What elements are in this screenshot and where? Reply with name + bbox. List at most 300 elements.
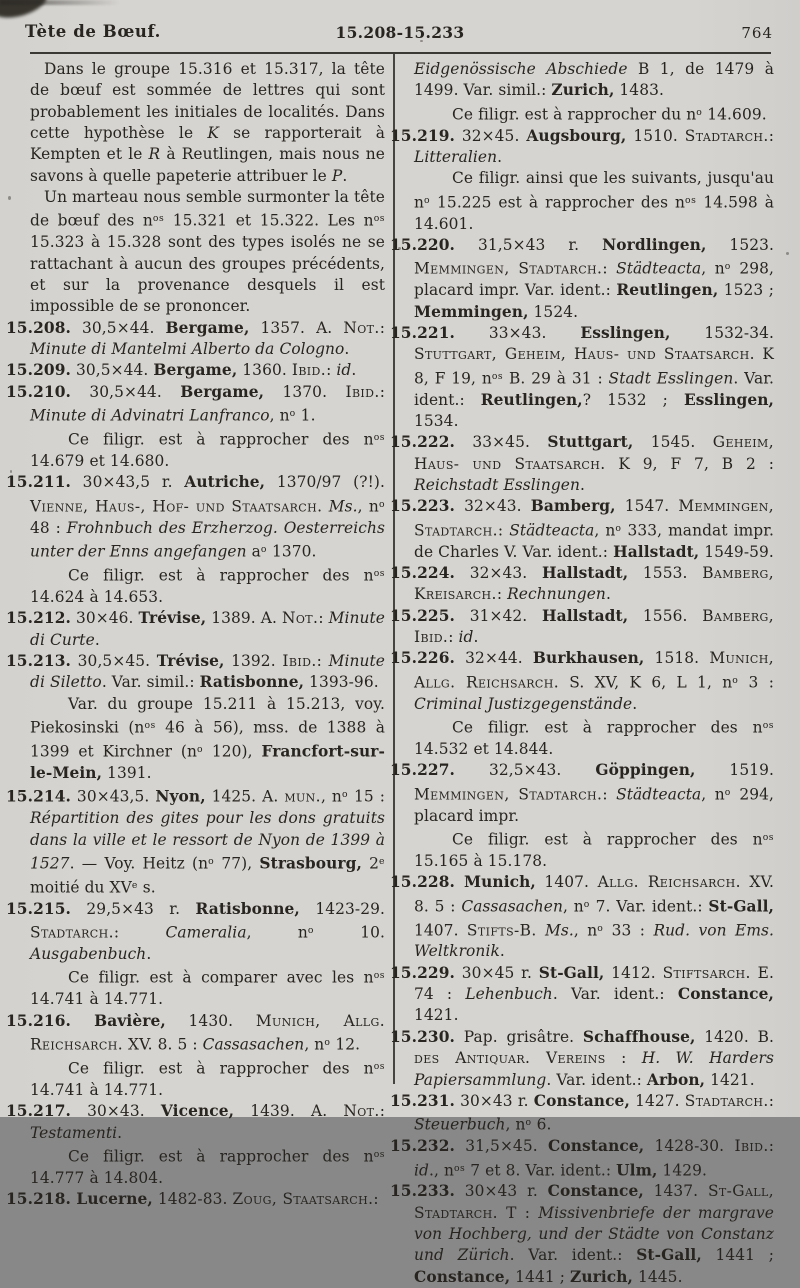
body-text: 1357. A. <box>249 318 344 337</box>
note-paragraph <box>414 102 774 126</box>
body-text: . <box>146 945 152 964</box>
body-text: 1549-59. <box>699 542 774 561</box>
body-text: , n <box>563 897 584 916</box>
smallcaps-archive-text: Vienne, Haus-, Hof- und Staatsarch. <box>30 497 323 516</box>
bold-text: Strasbourg, <box>259 854 362 873</box>
body-text: 10. <box>313 923 386 942</box>
superscript-text: o <box>424 194 431 206</box>
italic-title-text: P <box>331 166 343 185</box>
superscript-text: o <box>732 674 739 686</box>
catalog-entry-15.214 <box>6 784 385 899</box>
italic-title-text: Minute di Mantelmi Alberto da Cologno <box>30 340 345 359</box>
body-text: : <box>379 382 385 401</box>
catalog-entry-15.227 <box>390 760 774 827</box>
bold-text: 15.225. <box>390 606 455 625</box>
body-text: XV. 8. 5 : <box>414 873 774 916</box>
body-text: 1556. <box>628 606 703 625</box>
italic-title-text: Eidgenössische Abschiede <box>414 60 628 78</box>
italic-title-text: Städteacta <box>616 785 702 804</box>
body-text: , n <box>701 785 725 804</box>
catalog-entry-15.213 <box>6 651 386 694</box>
bold-text: Hallstadt, <box>542 606 629 625</box>
bold-text: Hallstadt, <box>613 542 700 561</box>
smallcaps-archive-text: Geheim, Haus- und Staatsarch. <box>414 433 775 473</box>
body-text: , n <box>320 787 342 806</box>
body-text: 3 : <box>738 673 775 692</box>
left-column <box>6 59 386 1211</box>
body-text: 1523. <box>706 235 774 254</box>
catalog-entry-15.212 <box>6 608 386 651</box>
body-text: 1519. <box>695 761 774 780</box>
italic-title-text: Steuerbuch <box>414 1115 506 1134</box>
bold-text: Göppingen, <box>595 761 696 780</box>
body-text: 1510. <box>626 126 685 145</box>
body-text: 298, placard impr. Var. ident.: <box>414 259 774 300</box>
italic-title-text: Ms. <box>328 497 358 516</box>
italic-title-text: Minute di Advinatri Lanfranco <box>30 406 270 425</box>
body-text: 32×44. <box>454 649 533 668</box>
body-text: . <box>497 147 503 166</box>
body-text: 1445. <box>633 1267 683 1286</box>
body-text: . Var. simil.: <box>101 673 200 692</box>
note-paragraph <box>414 827 774 872</box>
catalog-entry-15.222 <box>390 432 775 496</box>
catalog-entry-15.219 <box>390 126 774 169</box>
smallcaps-archive-text: Not. <box>343 1102 380 1121</box>
body-text: 30×43 r. <box>454 1091 534 1110</box>
body-text: 32×45. <box>454 126 527 145</box>
body-text: 1360. <box>237 361 292 380</box>
catalog-entry-15.211 <box>6 472 386 563</box>
body-text: 30×45 r. <box>454 963 539 982</box>
superscript-text: o <box>341 789 348 801</box>
bold-text: 15.214. <box>6 787 71 806</box>
body-text: Ce filigr. est à rapprocher des n <box>68 1059 374 1078</box>
smallcaps-archive-text: Stuttgart, Geheim, Haus- und Staatsarch. <box>414 345 755 364</box>
bold-text: Zurich, <box>570 1267 634 1286</box>
bold-text: 15.221. <box>390 323 455 342</box>
italic-title-text: Ms. <box>545 921 574 940</box>
bold-text: 15.217. <box>6 1102 71 1121</box>
smallcaps-archive-text: Not. <box>343 318 380 337</box>
body-text: 30×43,5. <box>70 787 156 806</box>
right-column <box>390 59 775 1288</box>
body-text: . Var. ident.: <box>509 1246 637 1265</box>
bold-text: Ratisbonne, <box>195 899 300 918</box>
body-text: Ce filigr. est à rapprocher du n <box>452 105 697 124</box>
note-paragraph <box>30 1144 385 1189</box>
bold-text: Arbon, <box>646 1070 706 1089</box>
body-text: 14.609. <box>702 105 767 124</box>
body-text: 1370. <box>264 382 346 401</box>
body-text: 6. <box>531 1115 552 1134</box>
note-paragraph <box>30 694 385 785</box>
italic-title-text: H. W. Harders Papiersammlung <box>414 1049 774 1089</box>
body-text: 30,5×44. <box>70 382 181 401</box>
superscript-text: os <box>373 432 385 444</box>
body-text: 1532-34. <box>670 323 774 342</box>
bold-text: Stuttgart, <box>547 433 634 452</box>
body-text: : <box>496 585 508 604</box>
bold-text: Bergame, <box>153 361 238 380</box>
superscript-text: os <box>373 213 385 225</box>
body-text: 294, placard impr. <box>414 785 774 825</box>
body-text: Ce filigr. est à rapprocher des n <box>68 430 374 449</box>
smallcaps-archive-text: Munich, Allg. Reichsarch. <box>30 1011 385 1054</box>
body-text: . <box>117 1123 123 1142</box>
body-text: 14.679 et 14.680. <box>30 452 170 471</box>
bold-text: Autriche, <box>184 473 266 492</box>
note-paragraph <box>414 715 774 760</box>
body-text: E. 74 : <box>414 963 774 1004</box>
smallcaps-archive-text: Zoug, Staatsarch. <box>232 1190 374 1209</box>
body-text: : <box>448 627 459 646</box>
body-text: . <box>605 585 611 604</box>
page-number: 764 <box>741 24 773 42</box>
smallcaps-archive-text: Stifts-B. <box>466 921 537 940</box>
body-text <box>537 921 545 939</box>
body-text: : <box>768 1137 774 1156</box>
body-text: 1420. B. <box>695 1027 774 1046</box>
body-text: 33 : <box>603 921 654 940</box>
body-text: Ce filigr. est à rapprocher des n <box>452 830 763 849</box>
bold-text: Reutlingen, <box>616 281 719 300</box>
bold-text: 15.213. <box>6 651 71 670</box>
italic-title-text: id <box>414 1161 429 1180</box>
body-text: 1393-96. <box>304 673 379 692</box>
superscript-text: o <box>696 106 703 118</box>
bold-text: Constance, <box>548 1137 645 1156</box>
superscript-text: o <box>525 1117 532 1129</box>
catalog-entry-15.215 <box>6 899 386 966</box>
header-rule <box>30 52 771 54</box>
body-text: 1428-30. <box>644 1137 735 1156</box>
italic-title-text: Rechnungen <box>507 585 606 604</box>
body-text: : <box>379 1102 385 1121</box>
body-text: , n <box>304 1035 325 1054</box>
smallcaps-archive-text: St-Gall, Stadtarch. <box>414 1182 774 1222</box>
body-text: ., n <box>428 1161 454 1180</box>
bold-text: 15.224. <box>390 563 455 582</box>
bold-text: 15.212. <box>6 609 71 628</box>
smallcaps-archive-text: Ibid. <box>734 1137 769 1156</box>
body-text: : <box>768 126 774 145</box>
body-text: , n <box>269 406 290 425</box>
bold-text: Esslingen, <box>580 323 671 342</box>
running-head <box>25 22 775 46</box>
body-text: : <box>113 923 166 942</box>
bold-text: 15.220. <box>390 235 455 254</box>
body-text: 14.598 à 14.601. <box>414 193 774 233</box>
body-text: 30,5×45. <box>70 651 157 670</box>
body-text: . <box>342 166 348 185</box>
body-text: 333, mandat impr. de Charles V. Var. ident.: <box>414 521 775 561</box>
body-text: 14.777 à 14.804. <box>30 1168 164 1187</box>
superscript-text: o <box>597 922 604 934</box>
body-text: 32,5×43. <box>454 761 596 780</box>
italic-title-text: Minute di Curte <box>30 609 386 649</box>
catalog-entry-15.221 <box>390 323 774 432</box>
italic-title-text: R <box>148 145 161 164</box>
catalog-entry-15.224 <box>390 563 775 606</box>
bold-text: 15.209. <box>6 361 71 380</box>
catalog-entry-15.218-suite <box>414 59 774 102</box>
body-text: 1518. <box>644 649 710 668</box>
body-text: 1412. <box>604 963 663 982</box>
intro-paragraph <box>30 187 385 318</box>
italic-title-text: Répartition des gites pour les dons gratuits dans la ville et le ressort de Nyon de 1399 à 1527 <box>30 809 385 873</box>
catalog-entry-15.225 <box>390 606 775 649</box>
note-paragraph <box>30 1056 385 1101</box>
body-text: , n <box>701 259 725 278</box>
body-text: : <box>326 361 337 380</box>
body-text: 12. <box>330 1035 361 1054</box>
body-text: : <box>379 318 385 337</box>
body-text: 1553. <box>628 563 703 582</box>
superscript-text: o <box>307 925 314 937</box>
body-text: 30×43. <box>70 1102 161 1121</box>
body-text: Un marteau nous semble surmonter la tête de bœuf des n <box>30 188 385 231</box>
superscript-text: o <box>324 1037 331 1049</box>
bold-text: Esslingen, <box>683 390 774 409</box>
smallcaps-archive-text: Stadtarch. <box>684 1091 769 1110</box>
catalog-entry-15.223 <box>390 496 775 563</box>
scan-speck <box>8 196 11 200</box>
smallcaps-archive-text: Allg. Reichsarch. <box>597 873 741 892</box>
body-text: . <box>344 340 350 359</box>
scan-speck <box>786 252 789 255</box>
body-text: 2 <box>361 854 380 873</box>
body-text: a <box>246 542 261 561</box>
body-text: . Var. ident.: <box>414 369 774 409</box>
body-text: , n <box>505 1115 526 1134</box>
catalog-entry-15.208 <box>6 318 385 361</box>
body-text: . Var. ident.: <box>552 985 678 1004</box>
bold-text: Trévise, <box>156 651 225 670</box>
body-text: 31,5×45. <box>454 1137 549 1156</box>
body-text: . <box>632 694 638 713</box>
bold-text: 15.233. <box>390 1182 455 1201</box>
superscript-text: o <box>724 786 731 798</box>
body-text: 1523 ; <box>718 281 774 300</box>
bold-text: Schaffhouse, <box>582 1027 696 1046</box>
superscript-text: os <box>373 567 385 579</box>
bold-text: 15.208. <box>6 318 71 337</box>
superscript-text: os <box>144 719 156 731</box>
body-text: : <box>768 1091 774 1110</box>
catalog-entry-15.228 <box>390 872 775 963</box>
italic-title-text: Städteacta <box>509 521 595 540</box>
body-text: s. <box>137 878 156 897</box>
smallcaps-archive-text: Munich, Allg. Reichsarch. <box>414 649 775 692</box>
body-text: à Reutlingen, mais nous ne savons à quelle papeterie attribuer le <box>30 145 385 185</box>
note-paragraph <box>414 168 774 235</box>
body-text: Ce filigr. est à rapprocher des n <box>68 1147 374 1166</box>
italic-title-text: Frohnbuch des Erzherzog. Oesterreichs unter der Enns angefangen <box>30 518 385 561</box>
catalog-entry-15.231 <box>390 1091 774 1136</box>
bold-text: St-Gall, <box>538 963 605 982</box>
catalog-entry-15.233 <box>390 1181 774 1288</box>
italic-title-text: Cameralia <box>165 923 247 942</box>
bold-text: St-Gall, <box>708 897 774 916</box>
catalog-entry-15.210 <box>6 382 385 427</box>
body-text: . <box>473 627 479 646</box>
body-text: moitié du XV <box>30 878 132 897</box>
body-text: 1483. <box>614 81 664 100</box>
bold-text: 15.230. <box>390 1027 455 1046</box>
smallcaps-archive-text: des Antiquar. Vereins <box>414 1049 606 1068</box>
body-text: 1547. <box>615 497 679 516</box>
bold-text: 15.226. <box>390 649 455 668</box>
body-text: 1545. <box>633 433 713 452</box>
superscript-text: os <box>373 970 385 982</box>
body-text: 77), <box>214 854 260 873</box>
body-text: 48 : <box>30 518 67 537</box>
bold-text: 15.231. <box>390 1091 455 1110</box>
body-text: 1. <box>295 406 316 425</box>
bold-text: 15.211. <box>6 473 71 492</box>
superscript-text: o <box>378 498 386 510</box>
bold-text: Constance, <box>547 1182 644 1201</box>
body-text: 1430. <box>165 1011 256 1030</box>
body-text: 15.165 à 15.178. <box>414 851 548 870</box>
body-text: . <box>580 475 585 494</box>
body-text: 30×43 r. <box>454 1182 548 1201</box>
body-text: , n <box>246 923 308 942</box>
body-text: 1389. A. <box>206 609 282 628</box>
body-text: 1437. <box>643 1182 708 1201</box>
body-text: Var. du groupe 15.211 à 15.213, voy. Piekosinski (n <box>30 694 385 737</box>
italic-title-text: Reichstadt Esslingen <box>414 475 580 494</box>
superscript-text: os <box>373 1148 385 1160</box>
catalog-entry-15.226 <box>390 648 775 715</box>
italic-title-text: Stadt Esslingen <box>608 369 734 388</box>
italic-title-text: K <box>207 124 219 143</box>
body-text: 1534. <box>414 411 459 430</box>
body-text: 1421. <box>705 1070 755 1089</box>
bold-text: 15.227. <box>390 761 455 780</box>
smallcaps-archive-text: Not. <box>281 609 319 628</box>
body-text: 1391. <box>102 763 152 782</box>
smallcaps-archive-text: Memmingen, Stadtarch. <box>414 259 603 278</box>
body-text: Pap. grisâtre. <box>454 1027 583 1046</box>
body-text: 1423-29. <box>299 899 385 918</box>
bold-text: Bergame, <box>180 382 265 401</box>
body-text: 1427. <box>629 1091 685 1110</box>
body-text: 1370/97 (?!). <box>265 473 385 492</box>
superscript-text: o <box>615 522 622 534</box>
italic-title-text: Cassasachen <box>202 1035 305 1054</box>
bold-text: 15.232. <box>390 1137 455 1156</box>
superscript-text: o <box>260 544 267 555</box>
note-paragraph <box>30 427 385 472</box>
italic-title-text: id <box>458 627 474 646</box>
bold-text: 15.223. <box>390 497 455 516</box>
body-text: . <box>94 630 100 649</box>
body-text: 14.741 à 14.771. <box>30 1080 164 1099</box>
smallcaps-archive-text: Bamberg, Ibid. <box>414 606 775 646</box>
body-text: 14.741 à 14.771. <box>30 990 164 1009</box>
body-text: T : <box>497 1203 539 1222</box>
bold-text: Hallstadt, <box>542 563 629 582</box>
body-text: , n <box>573 921 598 940</box>
body-text: : <box>497 521 510 540</box>
bold-text: Constance, <box>414 1267 511 1286</box>
body-text: 1370. <box>266 542 317 561</box>
bold-text: Vicence, <box>160 1102 235 1121</box>
body-text: 30,5×44. <box>70 361 154 380</box>
body-text: 1441 ; <box>701 1246 774 1265</box>
body-text: B. 29 à 31 : <box>503 369 609 388</box>
italic-title-text: Criminal Justizgegenstände <box>414 694 633 713</box>
body-text: . <box>351 361 357 380</box>
body-text: , n <box>594 521 616 540</box>
body-text: 32×43. <box>454 563 542 582</box>
superscript-text: os <box>491 370 504 382</box>
body-text: S. XV, K 6, L 1, n <box>559 673 733 692</box>
entry-range: 15.208-15.233 <box>335 23 465 42</box>
superscript-text: o <box>583 898 590 910</box>
body-text: Ce filigr. est à rapprocher des n <box>68 566 374 585</box>
body-text: 31,5×43 r. <box>454 235 603 254</box>
section-title: Tète de Bœuf. <box>25 22 161 41</box>
body-text: 7 et 8. Var. ident.: <box>465 1161 617 1180</box>
body-text: 14.532 et 14.844. <box>414 739 554 758</box>
bold-text: Memmingen, <box>414 302 529 321</box>
body-text: 33×43. <box>454 323 581 342</box>
body-text: se rapporterait à Kempten et le <box>30 124 385 164</box>
body-text: 1407. <box>414 921 467 940</box>
bold-text: 15.216. Bavière, <box>6 1011 166 1030</box>
body-text: 1482-83. <box>152 1190 233 1209</box>
body-text: 1392. <box>224 651 283 670</box>
intro-paragraph <box>30 59 385 187</box>
smallcaps-archive-text: Ibid. <box>282 651 317 670</box>
bold-text: 15.219. <box>390 126 455 145</box>
italic-title-text: Ausgabenbuch <box>30 945 147 964</box>
body-text: , n <box>357 497 379 516</box>
bold-text: Nyon, <box>155 787 206 806</box>
body-text: 7. Var. ident.: <box>589 897 709 916</box>
body-text: 1524. <box>528 302 579 321</box>
body-text: . Var. ident.: <box>546 1070 647 1089</box>
body-text: 46 à 56), mss. de 1388 à 1399 et Kirchner (n <box>30 718 385 761</box>
smallcaps-archive-text: mun. <box>284 787 321 806</box>
superscript-text: os <box>373 1061 385 1072</box>
body-text: 14.624 à 14.653. <box>30 587 164 606</box>
body-text: . <box>499 942 505 961</box>
body-text: 1441 ; <box>510 1267 571 1286</box>
smallcaps-archive-text: Stadtarch. <box>684 126 769 145</box>
catalog-entry-15.209 <box>6 360 385 381</box>
body-text: Dans le groupe 15.316 et 15.317, la tête de bœuf est sommée de lettres qui sont probablement les initiales de localités. Dans cette hypothèse le <box>30 60 385 143</box>
italic-title-text: Minute di Siletto <box>30 651 386 692</box>
body-text: 1439. A. <box>234 1102 344 1121</box>
catalog-entry-15.230 <box>390 1027 774 1091</box>
superscript-text: e <box>131 879 138 891</box>
body-text: 15.321 et 15.322. Les n <box>164 212 374 231</box>
body-text: 32×43. <box>454 497 531 516</box>
bold-text: Constance, <box>677 985 775 1004</box>
body-text: Ce filigr. est à rapprocher des n <box>452 718 763 737</box>
bold-text: St-Gall, <box>636 1246 702 1265</box>
body-text: ? 1532 ; <box>582 390 684 409</box>
bold-text: Ulm, <box>616 1161 658 1180</box>
superscript-text: os <box>685 194 697 206</box>
bold-text: Bergame, <box>165 318 250 337</box>
bold-text: Trévise, <box>138 609 207 628</box>
note-paragraph <box>30 563 385 608</box>
